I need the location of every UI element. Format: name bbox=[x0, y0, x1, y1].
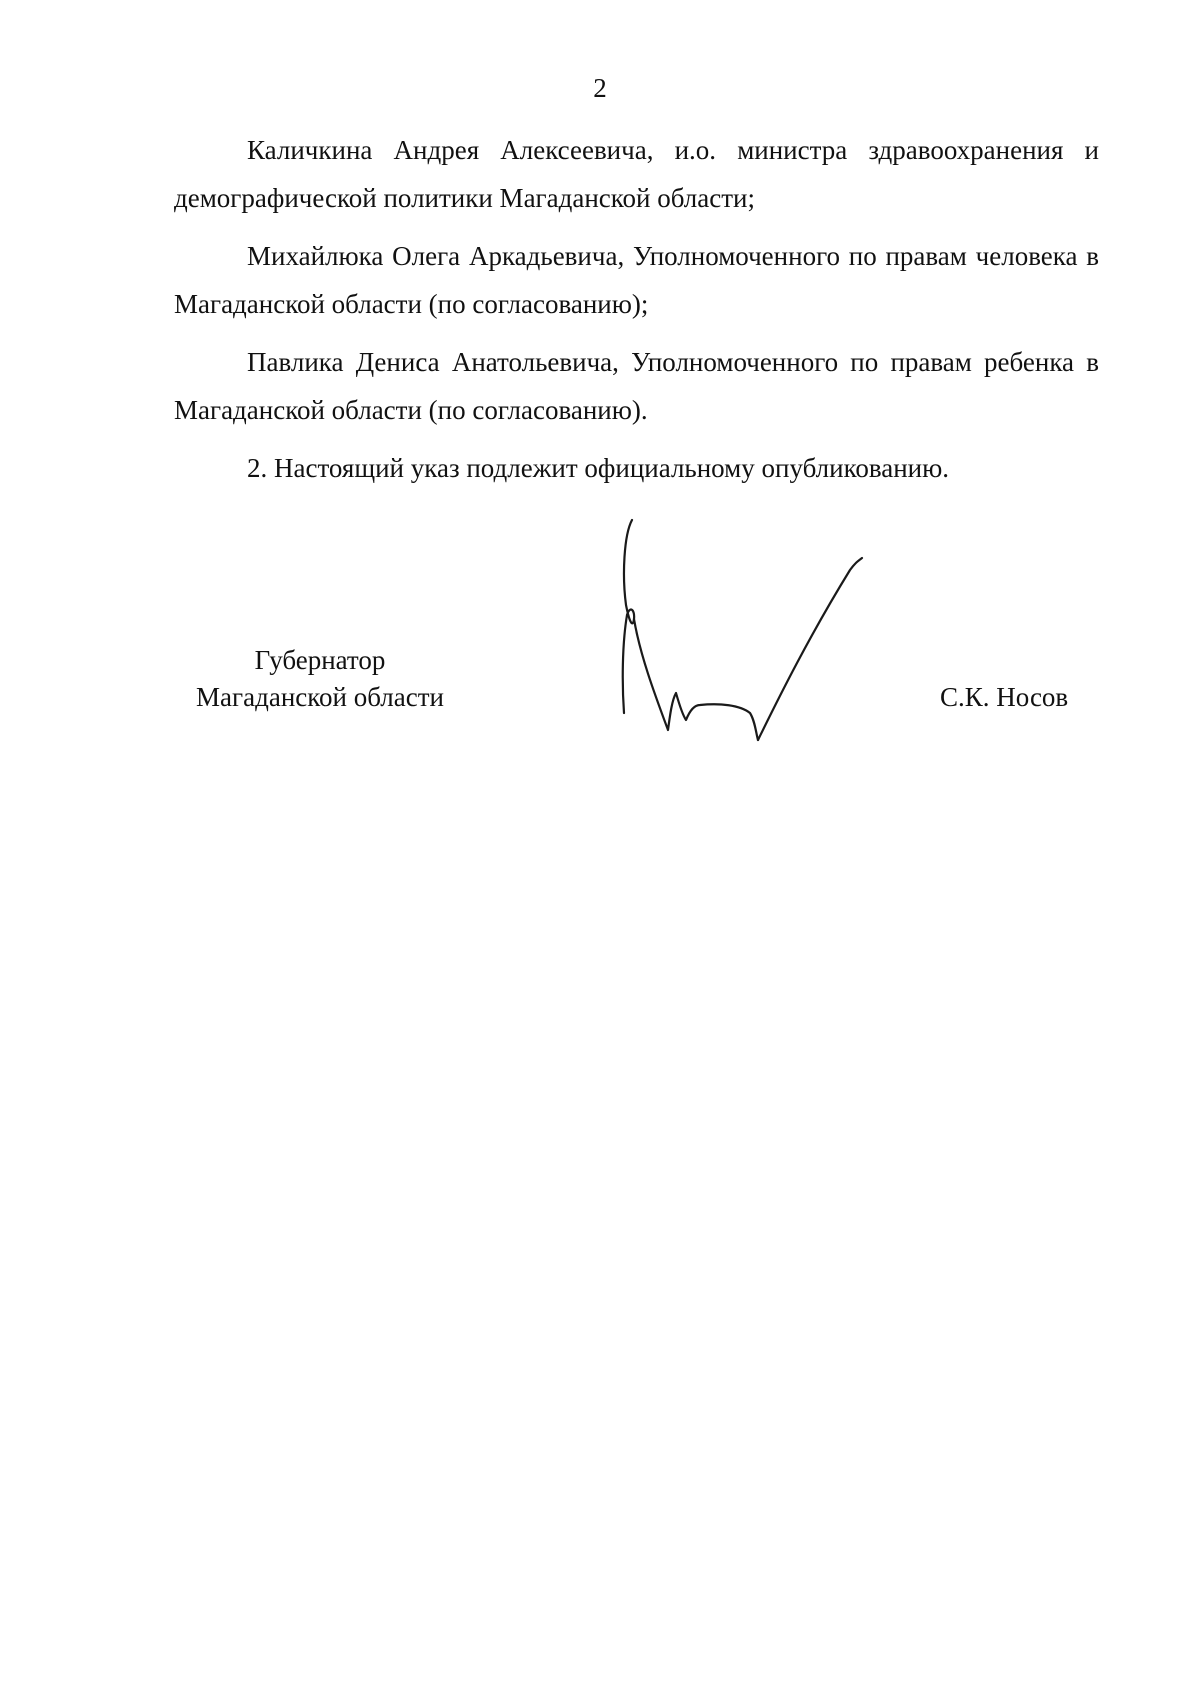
signature-block bbox=[0, 642, 1200, 762]
paragraph-mikhailyuk: Михайлюка Олега Аркадьевича, Уполномоченного по правам человека в Магаданской области (по согласованию); bbox=[174, 241, 1099, 319]
paragraph-kalichkin: Каличкина Андрея Алексеевича, и.о. министра здравоохранения и демографической политики Магаданской области; bbox=[174, 135, 1099, 213]
signer-position-line2: Магаданской области bbox=[196, 682, 444, 712]
paragraph-publication: 2. Настоящий указ подлежит официальному опубликованию. bbox=[247, 453, 950, 483]
signer-position-line1: Губернатор bbox=[254, 645, 386, 675]
signer-name: С.К. Носов bbox=[940, 682, 1069, 712]
paragraph-pavlik: Павлика Дениса Анатольевича, Уполномоченного по правам ребенка в Магаданской области (по согласованию). bbox=[174, 347, 1099, 425]
document-body bbox=[174, 126, 1099, 502]
signer-position bbox=[170, 642, 470, 716]
page-number: 2 bbox=[593, 73, 607, 103]
